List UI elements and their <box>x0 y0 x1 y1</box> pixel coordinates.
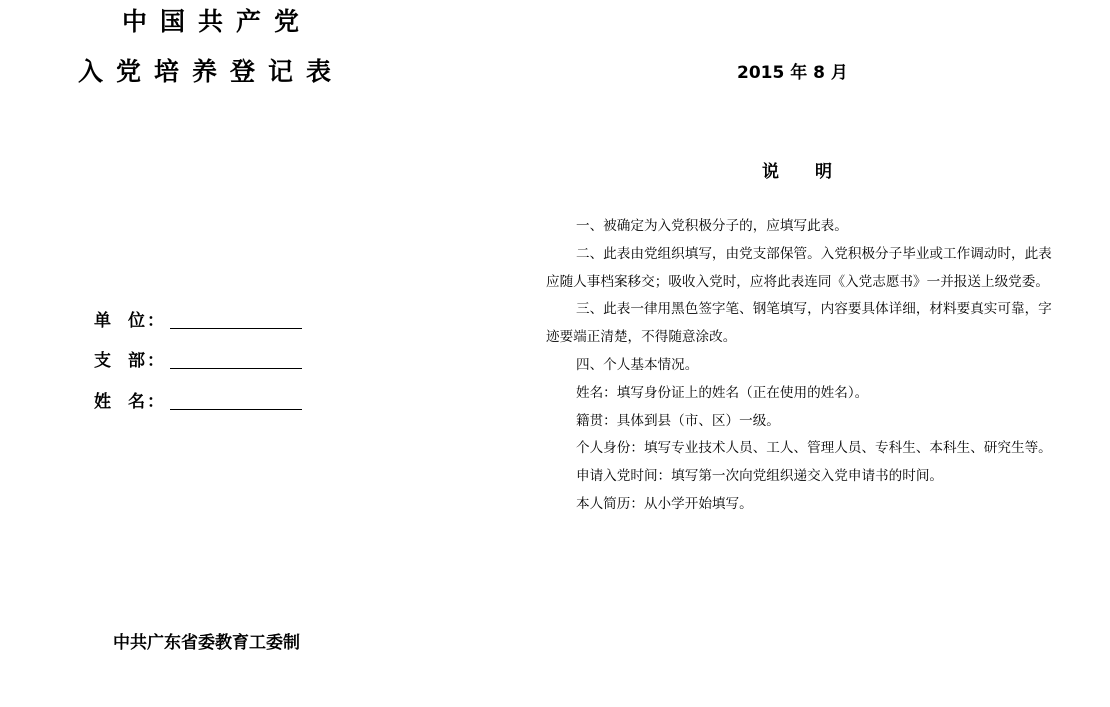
notes-paragraph: 三、此表一律用黑色签字笔、钢笔填写，内容要具体详细，材料要真实可靠，字迹要端正清楚，不得随意涂改。 <box>546 301 1052 346</box>
name-fill-line[interactable] <box>170 409 302 410</box>
notes-paragraph: 四、个人基本情况。 <box>576 356 699 373</box>
document-title-line-2: 入党培养登记表 <box>78 57 345 86</box>
notes-paragraph: 二、此表由党组织填写，由党支部保管。入党积极分子毕业或工作调动时，此表应随人事档案移交；吸收入党时，应将此表连同《入党志愿书》一并报送上级党委。 <box>546 245 1052 290</box>
unit-fill-line[interactable] <box>170 328 302 329</box>
name-colon: ： <box>147 392 164 412</box>
unit-label: 单 位 <box>94 311 145 331</box>
unit-colon: ： <box>147 311 164 331</box>
notes-heading: 说明 <box>762 162 868 182</box>
name-field[interactable] <box>94 387 302 412</box>
document-title-line-1: 中国共产党 <box>122 7 313 36</box>
unit-field[interactable] <box>94 306 302 331</box>
issuing-organization: 中共广东省委教育工委制 <box>113 633 300 653</box>
notes-paragraph: 一、被确定为入党积极分子的，应填写此表。 <box>576 218 848 234</box>
name-label: 姓 名 <box>94 392 145 412</box>
notes-paragraph: 本人简历：从小学开始填写。 <box>576 495 753 512</box>
branch-colon: ： <box>147 351 164 371</box>
notes-paragraph: 籍贯：具体到县（市、区）一级。 <box>576 412 780 429</box>
branch-field[interactable] <box>94 346 302 371</box>
document-date: 2015 年 8 月 <box>737 63 848 83</box>
notes-paragraph: 申请入党时间：填写第一次向党组织递交入党申请书的时间。 <box>576 468 944 485</box>
notes-body <box>546 213 1061 519</box>
branch-label: 支 部 <box>94 351 145 371</box>
notes-paragraph: 个人身份：填写专业技术人员、工人、管理人员、专科生、本科生、研究生等。 <box>576 440 1052 457</box>
notes-paragraph: 姓名：填写身份证上的姓名（正在使用的姓名）。 <box>576 384 869 401</box>
branch-fill-line[interactable] <box>170 368 302 369</box>
